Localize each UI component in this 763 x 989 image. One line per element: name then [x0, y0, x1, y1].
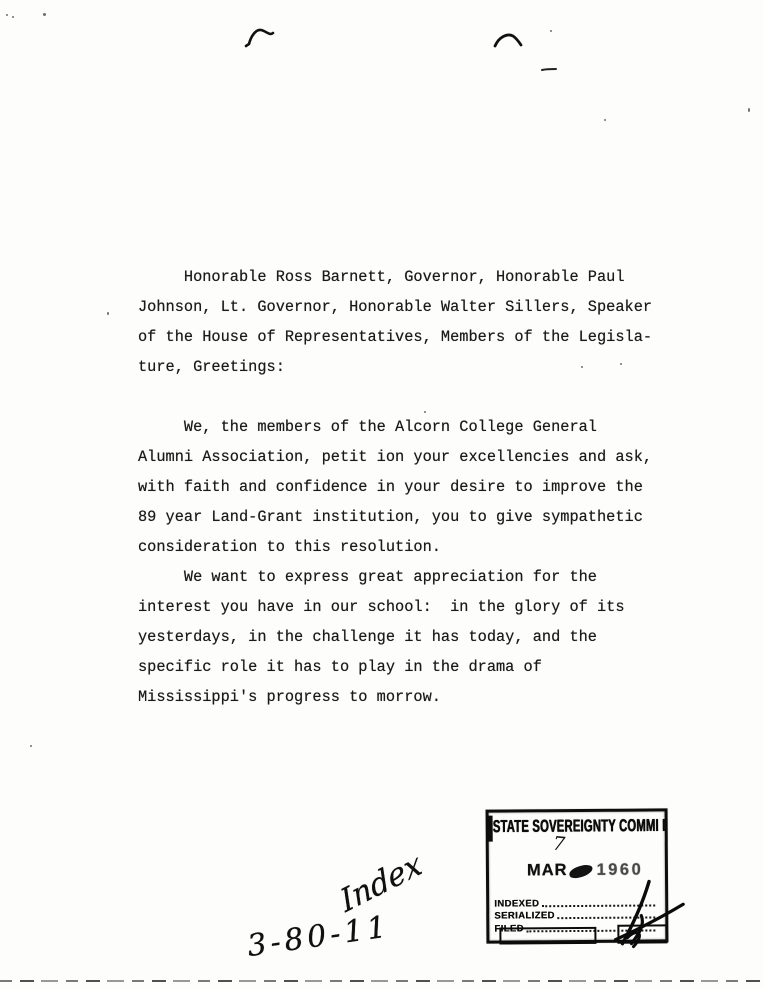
letter-line: interest you have in our school: in the glory of its: [138, 598, 625, 616]
letter-line: ture, Greetings:: [138, 358, 285, 376]
letter-line: yesterdays, in the challenge it has today, and the: [138, 628, 597, 646]
stamp-date-year: 1960: [596, 860, 644, 879]
noise-speck: [581, 366, 583, 368]
letter-line: Honorable Ross Barnett, Governor, Honorable Paul: [138, 268, 625, 286]
letter-line: Mississippi's progress to morrow.: [138, 688, 441, 706]
letter-body: [138, 262, 652, 712]
scan-edge-line: [0, 980, 763, 982]
handwritten-check-scribble: [585, 867, 696, 952]
stamp-title: STATE SOVEREIGNTY COMMI I: [492, 817, 666, 837]
noise-speck: [550, 30, 552, 32]
dash-mark: [542, 69, 556, 70]
noise-speck: [6, 14, 8, 16]
handwritten-file-number: 3-80-11: [245, 909, 393, 964]
letter-line: We, the members of the Alcorn College General: [138, 418, 597, 436]
sovereignty-commission-stamp: [486, 808, 669, 943]
noise-speck: [107, 312, 109, 315]
letter-line: Alumni Association, petit ion your excellencies and ask,: [138, 448, 653, 466]
stamp-field-label: INDEXED: [494, 897, 540, 910]
noise-speck: [30, 745, 32, 747]
letter-line: 89 year Land-Grant institution, you to give sympathetic: [138, 508, 643, 526]
letter-line: specific role it has to play in the drama of: [138, 658, 542, 676]
noise-speck: [604, 119, 606, 121]
stamp-box-left: [499, 927, 596, 945]
letter-line: Johnson, Lt. Governor, Honorable Walter Sillers, Speaker: [138, 298, 653, 316]
pen-mark-right: [495, 35, 521, 46]
pen-mark-left: [246, 30, 273, 46]
stamp-field-label: FILED: [494, 922, 524, 935]
stamp-date-month: MAR: [526, 861, 568, 880]
noise-speck: [12, 16, 14, 18]
noise-speck: [424, 411, 426, 413]
letter-line: of the House of Representatives, Members of the Legisla-: [138, 328, 653, 346]
letter-line: We want to express great appreciation for the: [138, 568, 597, 586]
letter-line: with faith and confidence in your desire to improve the: [138, 478, 643, 496]
scan-artifacts-top: [0, 0, 763, 90]
stamp-field-label: SERIALIZED: [494, 910, 555, 922]
handwritten-index-note: Index: [336, 845, 427, 920]
noise-speck: [43, 13, 46, 16]
stamp-handwritten-digit: 7: [551, 832, 566, 856]
noise-speck: [748, 108, 750, 112]
noise-speck: [620, 363, 622, 365]
letter-line: consideration to this resolution.: [138, 538, 441, 556]
blank-line: [138, 382, 652, 412]
